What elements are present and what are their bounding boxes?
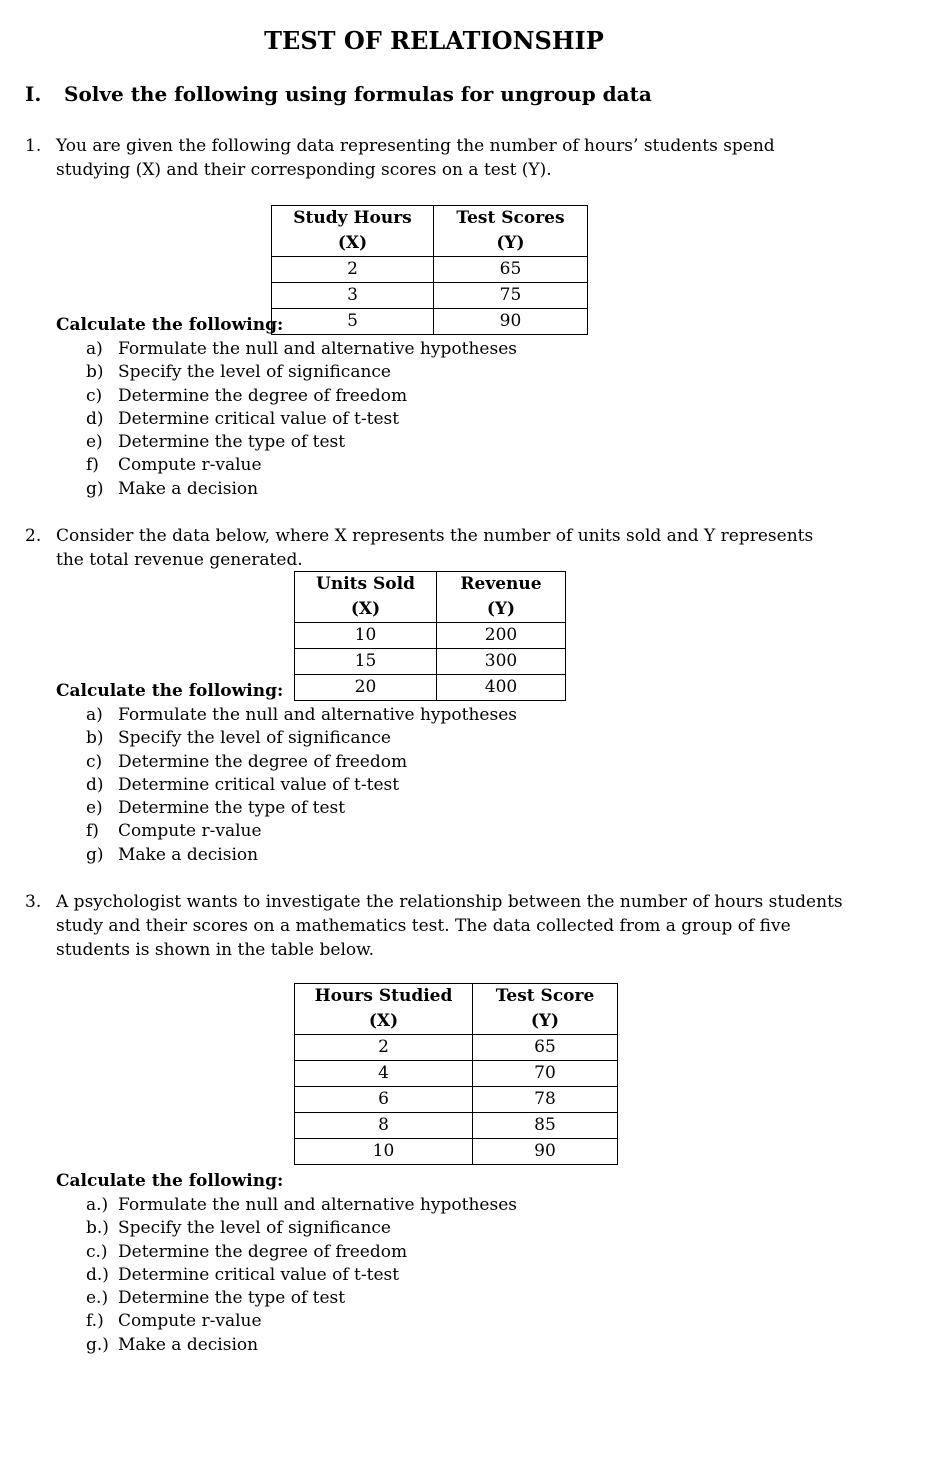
table-header: Revenue (Y) bbox=[437, 572, 566, 623]
item-text: Specify the level of significance bbox=[118, 362, 391, 383]
item-letter: g.) bbox=[86, 1334, 109, 1355]
table-row bbox=[295, 1035, 618, 1061]
list-item bbox=[86, 1217, 517, 1240]
table-row bbox=[295, 1113, 618, 1139]
table-cell: 3 bbox=[272, 283, 434, 309]
list-item bbox=[86, 338, 517, 361]
table-cell: 70 bbox=[473, 1061, 618, 1087]
item-text: Compute r-value bbox=[118, 821, 262, 842]
item-letter: g) bbox=[86, 478, 104, 499]
problem-text: Consider the data below, where X represents the number of units sold and Y represents the total revenue generated. bbox=[56, 526, 814, 570]
list-item bbox=[86, 1287, 517, 1310]
table-cell: 85 bbox=[473, 1113, 618, 1139]
table-header: Units Sold (X) bbox=[295, 572, 437, 623]
problem-text: You are given the following data representing the number of hours’ students spend studying (X) and their corresponding scores on a test (Y). bbox=[56, 136, 775, 180]
item-letter: e) bbox=[86, 798, 103, 819]
table-cell: 400 bbox=[437, 675, 566, 701]
table-cell: 2 bbox=[295, 1035, 473, 1061]
item-letter: d) bbox=[86, 408, 104, 429]
item-text: Formulate the null and alternative hypotheses bbox=[118, 705, 517, 725]
table-header: Hours Studied (X) bbox=[295, 984, 473, 1035]
list-item bbox=[86, 844, 517, 867]
table-cell: 300 bbox=[437, 649, 566, 675]
table-cell: 65 bbox=[434, 257, 588, 283]
calc-label: Calculate the following: bbox=[56, 315, 284, 335]
table-cell: 90 bbox=[473, 1139, 618, 1165]
table-row bbox=[272, 283, 588, 309]
table-cell: 65 bbox=[473, 1035, 618, 1061]
section-heading bbox=[25, 82, 652, 106]
table-cell: 10 bbox=[295, 623, 437, 649]
list-item bbox=[86, 1241, 517, 1264]
list-item bbox=[86, 408, 517, 431]
problem-3 bbox=[25, 890, 845, 962]
table-row bbox=[295, 1061, 618, 1087]
task-list-3 bbox=[86, 1194, 517, 1357]
table-cell: 200 bbox=[437, 623, 566, 649]
task-list-2 bbox=[86, 704, 517, 867]
table-cell: 8 bbox=[295, 1113, 473, 1139]
table-header: Test Score (Y) bbox=[473, 984, 618, 1035]
list-item bbox=[86, 478, 517, 501]
item-letter: e.) bbox=[86, 1288, 109, 1309]
problem-number: 2. bbox=[25, 526, 42, 546]
item-letter: b) bbox=[86, 362, 104, 383]
list-item bbox=[86, 797, 517, 820]
item-text: Make a decision bbox=[118, 478, 259, 499]
table-cell: 5 bbox=[272, 309, 434, 335]
table-cell: 4 bbox=[295, 1061, 473, 1087]
table-header: Study Hours (X) bbox=[272, 206, 434, 257]
item-text: Determine critical value of t-test bbox=[118, 774, 400, 795]
list-item bbox=[86, 1264, 517, 1287]
item-text: Make a decision bbox=[118, 844, 259, 865]
table-row bbox=[272, 309, 588, 335]
item-text: Determine the degree of freedom bbox=[118, 385, 408, 406]
list-item bbox=[86, 727, 517, 750]
table-cell: 90 bbox=[434, 309, 588, 335]
table-row bbox=[272, 257, 588, 283]
problem-1 bbox=[25, 134, 845, 182]
problem-2 bbox=[25, 524, 845, 572]
item-letter: g) bbox=[86, 844, 104, 865]
table-cell: 75 bbox=[434, 283, 588, 309]
section-title: Solve the following using formulas for ungroup data bbox=[64, 82, 652, 106]
page-title: TEST OF RELATIONSHIP bbox=[264, 26, 604, 55]
table-header: Test Scores (Y) bbox=[434, 206, 588, 257]
item-letter: f.) bbox=[86, 1311, 104, 1332]
item-letter: d) bbox=[86, 774, 104, 795]
list-item bbox=[86, 361, 517, 384]
item-text: Compute r-value bbox=[118, 455, 262, 476]
item-text: Determine critical value of t-test bbox=[118, 1264, 400, 1285]
list-item bbox=[86, 431, 517, 454]
item-text: Specify the level of significance bbox=[118, 1218, 391, 1239]
item-text: Determine the type of test bbox=[118, 798, 346, 819]
item-text: Determine the degree of freedom bbox=[118, 751, 408, 772]
list-item bbox=[86, 751, 517, 774]
item-text: Determine critical value of t-test bbox=[118, 408, 400, 429]
table-cell: 2 bbox=[272, 257, 434, 283]
item-letter: f) bbox=[86, 821, 99, 842]
item-text: Make a decision bbox=[118, 1334, 259, 1355]
item-letter: d.) bbox=[86, 1264, 109, 1285]
list-item bbox=[86, 1194, 517, 1217]
item-text: Formulate the null and alternative hypotheses bbox=[118, 339, 517, 359]
table-cell: 15 bbox=[295, 649, 437, 675]
item-letter: a) bbox=[86, 705, 103, 725]
data-table-1 bbox=[271, 205, 588, 335]
item-text: Compute r-value bbox=[118, 1311, 262, 1332]
list-item bbox=[86, 454, 517, 477]
item-letter: b) bbox=[86, 728, 104, 749]
item-letter: b.) bbox=[86, 1218, 109, 1239]
table-row bbox=[295, 623, 566, 649]
table-row bbox=[295, 675, 566, 701]
table-cell: 6 bbox=[295, 1087, 473, 1113]
table-cell: 20 bbox=[295, 675, 437, 701]
list-item bbox=[86, 774, 517, 797]
item-text: Determine the degree of freedom bbox=[118, 1241, 408, 1262]
item-letter: c.) bbox=[86, 1241, 108, 1262]
item-text: Specify the level of significance bbox=[118, 728, 391, 749]
task-list-1 bbox=[86, 338, 517, 501]
item-letter: f) bbox=[86, 455, 99, 476]
list-item bbox=[86, 1310, 517, 1333]
data-table-2 bbox=[294, 571, 566, 701]
item-letter: c) bbox=[86, 751, 103, 772]
calc-label: Calculate the following: bbox=[56, 681, 284, 701]
table-row bbox=[295, 1087, 618, 1113]
problem-number: 1. bbox=[25, 136, 42, 156]
problem-text: A psychologist wants to investigate the relationship between the number of hours students study and their scores on a mathematics test. The data collected from a group of five students is shown in the table below. bbox=[56, 892, 843, 960]
list-item bbox=[86, 1334, 517, 1357]
list-item bbox=[86, 820, 517, 843]
item-text: Determine the type of test bbox=[118, 432, 346, 453]
item-letter: a) bbox=[86, 339, 103, 359]
table-row bbox=[295, 1139, 618, 1165]
item-text: Determine the type of test bbox=[118, 1288, 346, 1309]
table-cell: 10 bbox=[295, 1139, 473, 1165]
item-text: Formulate the null and alternative hypotheses bbox=[118, 1195, 517, 1215]
table-cell: 78 bbox=[473, 1087, 618, 1113]
data-table-3 bbox=[294, 983, 618, 1165]
item-letter: a.) bbox=[86, 1195, 109, 1215]
problem-number: 3. bbox=[25, 892, 42, 912]
list-item bbox=[86, 385, 517, 408]
calc-label: Calculate the following: bbox=[56, 1171, 284, 1191]
list-item bbox=[86, 704, 517, 727]
item-letter: c) bbox=[86, 385, 103, 406]
item-letter: e) bbox=[86, 432, 103, 453]
table-row bbox=[295, 649, 566, 675]
section-number: I. bbox=[25, 82, 42, 106]
